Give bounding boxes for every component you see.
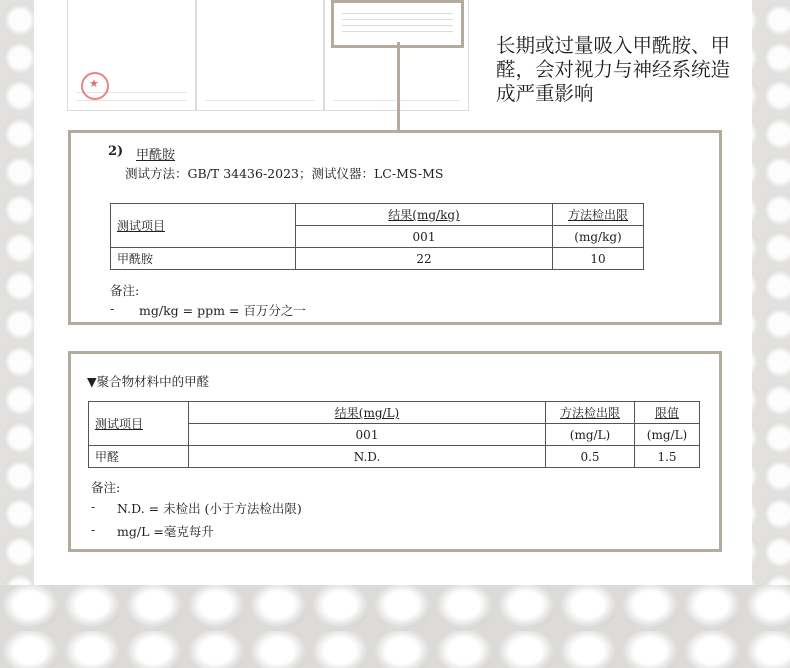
headline: 长期或过量吸入甲酰胺、甲醛，会对视力与神经系统造成严重影响	[496, 34, 731, 105]
seal-stamp-icon: ★	[81, 72, 109, 100]
zoom-connector-line	[397, 42, 400, 130]
row-result: 22	[296, 248, 553, 270]
note-text: N.D. = 未检出 (小于方法检出限)	[117, 501, 302, 516]
row-item: 甲醛	[89, 446, 189, 468]
pebble-background-bottom	[0, 585, 790, 668]
header-result: 结果(mg/kg)	[296, 204, 553, 226]
section-number: 2)	[108, 144, 124, 159]
table-row	[111, 248, 644, 270]
limit-unit: (mg/L)	[546, 424, 635, 446]
test-method: 测试方法：GB/T 34436-2023；测试仪器：LC-MS-MS	[125, 166, 444, 181]
row-max: 1.5	[635, 446, 700, 468]
row-limit: 0.5	[546, 446, 635, 468]
section-title: ▼聚合物材料中的甲醛	[87, 374, 210, 389]
limit-unit: (mg/kg)	[553, 226, 644, 248]
notes-label: 备注:	[91, 480, 121, 495]
section-title: 甲酰胺	[136, 148, 176, 163]
formaldehyde-result-table	[88, 401, 700, 468]
header-max-limit: 限值	[635, 402, 700, 424]
header-result: 结果(mg/L)	[189, 402, 546, 424]
note-text: mg/L =毫克每升	[117, 524, 214, 539]
header-test-item: 测试项目	[111, 204, 296, 248]
note-bullet: -	[110, 301, 115, 316]
header-test-item: 测试项目	[89, 402, 189, 446]
formamide-result-box	[68, 130, 722, 325]
row-item: 甲酰胺	[111, 248, 296, 270]
sample-id: 001	[296, 226, 553, 248]
sample-id: 001	[189, 424, 546, 446]
note-text: mg/kg = ppm = 百万分之一	[139, 303, 306, 318]
formaldehyde-result-box	[68, 351, 722, 552]
report-page-thumbnail-1	[67, 0, 196, 111]
note-bullet: -	[91, 499, 96, 514]
notes-label: 备注:	[110, 283, 140, 298]
table-row	[89, 446, 700, 468]
header-detection-limit: 方法检出限	[546, 402, 635, 424]
report-page-thumbnail-2	[196, 0, 324, 111]
formamide-result-table	[110, 203, 644, 270]
row-result: N.D.	[189, 446, 546, 468]
zoom-highlight-box	[331, 0, 464, 48]
note-bullet: -	[91, 522, 96, 537]
max-unit: (mg/L)	[635, 424, 700, 446]
header-detection-limit: 方法检出限	[553, 204, 644, 226]
row-limit: 10	[553, 248, 644, 270]
